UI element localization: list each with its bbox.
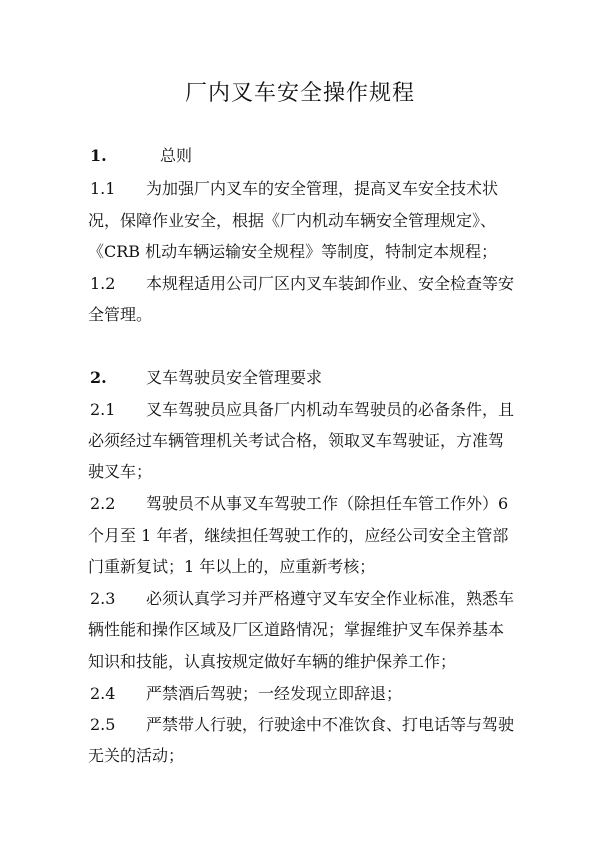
- item-2-5-line-1: 严禁带人行驶，行驶途中不准饮食、打电话等与驾驶: [146, 715, 515, 734]
- item-1-2-line-1: 本规程适用公司厂区内叉车装卸作业、安全检查等安: [146, 274, 515, 293]
- item-2-5-number: 2.5: [90, 715, 116, 734]
- item-2-1-number: 2.1: [90, 400, 116, 419]
- item-1-1-number: 1.1: [90, 179, 116, 198]
- item-2-2-line-1: 驾驶员不从事叉车驾驶工作（除担任车管工作外）6: [146, 494, 509, 513]
- item-2-1-line-3: 驶叉车；: [88, 462, 153, 481]
- item-2-1-line-2: 必须经过车辆管理机关考试合格，领取叉车驾驶证，方准驾: [88, 431, 505, 450]
- section-2-number: 2.: [90, 368, 107, 387]
- page-title: 厂内叉车安全操作规程: [184, 81, 415, 106]
- item-1-1-line-1: 为加强厂内叉车的安全管理，提高叉车安全技术状: [146, 179, 499, 198]
- section-1-number: 1.: [90, 146, 107, 165]
- item-1-2-line-2: 全管理。: [88, 305, 153, 324]
- item-2-2-number: 2.2: [90, 494, 116, 513]
- item-2-1-line-1: 叉车驾驶员应具备厂内机动车驾驶员的必备条件，且: [146, 400, 515, 419]
- item-2-4-line-1: 严禁酒后驾驶；一经发现立即辞退；: [146, 684, 403, 703]
- item-2-2-line-2: 个月至 1 年者，继续担任驾驶工作的，应经公司安全主管部: [88, 526, 509, 545]
- item-2-5-line-2: 无关的活动；: [88, 746, 185, 765]
- item-1-1-line-3: 《CRB 机动车辆运输安全规程》等制度，特制定本规程；: [88, 242, 498, 261]
- item-2-4-number: 2.4: [90, 684, 116, 703]
- item-2-3-line-3: 知识和技能，认真按规定做好车辆的维护保养工作；: [88, 652, 457, 671]
- section-2-heading: 叉车驾驶员安全管理要求: [146, 368, 323, 387]
- item-1-1-line-2: 况，保障作业安全，根据《厂内机动车辆安全管理规定》、: [88, 211, 497, 230]
- item-2-2-line-3: 门重新复试；1 年以上的，应重新考核；: [88, 557, 376, 576]
- section-1-heading: 总则: [160, 146, 193, 165]
- item-2-3-line-2: 辆性能和操作区域及厂区道路情况；掌握维护叉车保养基本: [88, 620, 505, 639]
- item-1-2-number: 1.2: [90, 274, 116, 293]
- item-2-3-number: 2.3: [90, 589, 116, 608]
- item-2-3-line-1: 必须认真学习并严格遵守叉车安全作业标准，熟悉车: [146, 589, 515, 608]
